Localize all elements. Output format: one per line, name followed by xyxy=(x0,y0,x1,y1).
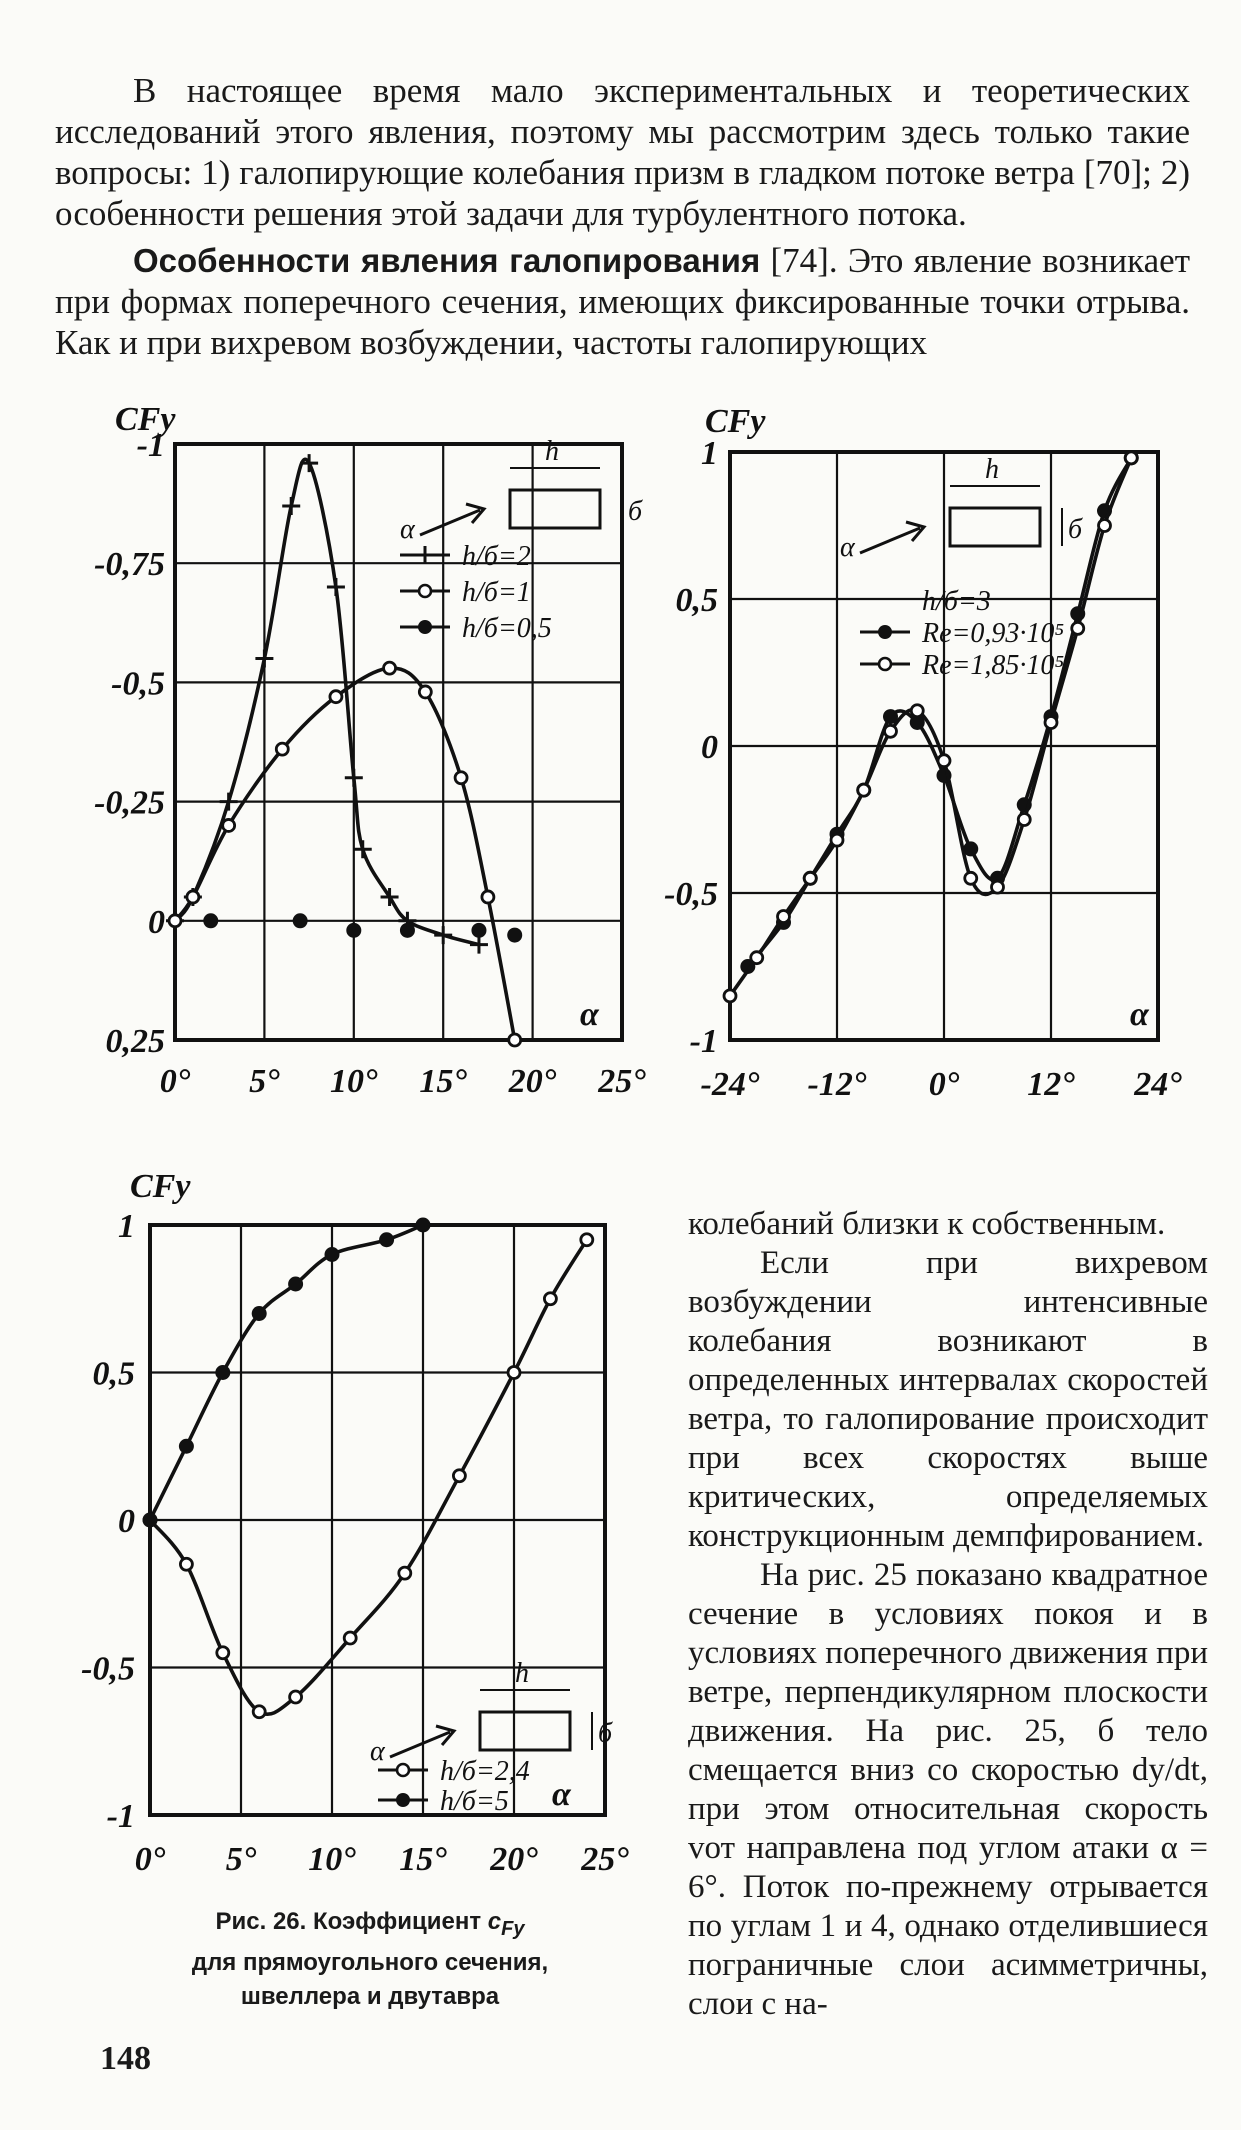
chart-1-ytick: 0,25 xyxy=(105,1023,165,1060)
chart-1-point xyxy=(330,691,342,703)
chart-1-ytick: 0 xyxy=(148,903,165,941)
chart-1-point xyxy=(169,915,181,927)
caption-line-1: Рис. 26. Коэффициент xyxy=(215,1908,482,1935)
chart-1-dim-h-label: h xyxy=(545,436,559,467)
chart-2-point xyxy=(992,881,1004,893)
chart-2-point xyxy=(938,755,950,767)
chart-3-point xyxy=(325,1247,340,1262)
chart-1-point xyxy=(300,454,318,472)
chart-3-point xyxy=(581,1234,593,1246)
chart-1-frame xyxy=(175,444,622,1040)
chart-2-xtick: 12° xyxy=(1027,1066,1075,1103)
chart-1-ytick: -0,75 xyxy=(94,546,165,584)
chart-1-point xyxy=(354,840,372,858)
chart-1-point xyxy=(482,891,494,903)
chart-3-xtick: 25° xyxy=(581,1841,629,1878)
chart-3-ytick: 1 xyxy=(118,1208,135,1245)
chart-1-point xyxy=(327,578,345,596)
chart-1-point xyxy=(471,923,486,938)
chart-3-point xyxy=(217,1647,229,1659)
galloping-body: [74]. Это явление возникает при формах поперечного сечения, имеющих фиксированные точки отрыва. Как и при вихревом возбуждении, частоты галопирующих xyxy=(55,241,1190,362)
chart-2-point xyxy=(724,990,736,1002)
caption-line-2: для прямоугольного сечения, швеллера и двутавра xyxy=(191,1948,549,2010)
chart-2-ytick: 0,5 xyxy=(675,582,718,619)
chart-1-wind-arrow-icon xyxy=(420,504,484,535)
chart-2-xtick: -24° xyxy=(700,1066,760,1103)
chart-1-point xyxy=(509,1034,521,1046)
chart-3-point xyxy=(290,1691,302,1703)
chart-1-legend-label: h/б=0,5 xyxy=(462,613,552,644)
chart-3-point xyxy=(215,1365,230,1380)
chart-1-xtick: 0° xyxy=(159,1063,191,1100)
chart-2-point xyxy=(858,784,870,796)
chart-3-legend-label: h/б=2,4 xyxy=(440,1756,530,1787)
chart-3-ylabel: CFy xyxy=(130,1168,191,1205)
chart-2-point xyxy=(1099,520,1111,532)
chart-2-point xyxy=(831,834,843,846)
chart-1-xlabel: α xyxy=(580,996,599,1033)
chart-1-point xyxy=(282,497,300,515)
chart-2-point xyxy=(965,872,977,884)
chart-1-xtick: 15° xyxy=(419,1063,468,1100)
chart-1-ytick: -0,25 xyxy=(94,784,165,822)
chart-2-legend-label: Re=0,93·10⁵ xyxy=(922,618,1065,649)
chart-3-ytick: 0 xyxy=(118,1503,135,1540)
chart-2-point xyxy=(1018,814,1030,826)
chart-1-point xyxy=(276,743,288,755)
galloping-heading: Особенности явления галопирования xyxy=(133,242,761,279)
chart-2-dim-b-label: б xyxy=(1068,514,1083,545)
chart-3-point xyxy=(253,1706,265,1718)
chart-3-section-shape xyxy=(480,1712,570,1750)
chart-3-alpha-label: α xyxy=(370,1736,385,1767)
chart-2-dim-h-label: h xyxy=(985,454,999,485)
chart-1-point xyxy=(220,793,238,811)
chart-3-point xyxy=(453,1470,465,1482)
chart-3-series-line xyxy=(150,1240,587,1715)
chart-2-legend-marker xyxy=(879,658,891,670)
chart-2-xtick: 24° xyxy=(1134,1066,1182,1103)
chart-1-point xyxy=(345,769,363,787)
chart-1-point xyxy=(293,913,308,928)
chart-1-legend-label: h/б=2 xyxy=(462,541,531,572)
chart-3-point xyxy=(344,1632,356,1644)
chart-1-point xyxy=(384,662,396,674)
chart-2-xtick: -12° xyxy=(807,1066,867,1103)
chart-2-point xyxy=(804,872,816,884)
chart-1-point xyxy=(507,928,522,943)
chart-3-legend-marker xyxy=(397,1764,409,1776)
chart-1-xtick: 20° xyxy=(508,1063,557,1100)
chart-3-ytick: 0,5 xyxy=(92,1355,135,1393)
chart-3-point xyxy=(508,1367,520,1379)
chart-3-legend-label: h/б=5 xyxy=(440,1786,509,1817)
chart-3-xtick: 5° xyxy=(225,1841,257,1878)
caption-symbol: c xyxy=(487,1908,502,1935)
chart-2-wind-arrow-icon xyxy=(860,522,924,553)
chart-2-ylabel: CFy xyxy=(705,403,766,440)
chart-2-point xyxy=(778,911,790,923)
figure-caption xyxy=(140,1905,600,2014)
chart-2-ytick: -1 xyxy=(689,1023,718,1060)
chart-2-ytick: 1 xyxy=(701,435,718,472)
chart-1-xtick: 5° xyxy=(249,1063,280,1100)
chart-1-dim-b-label: б xyxy=(628,496,643,527)
chart-2-point xyxy=(885,725,897,737)
chart-3-xtick: 15° xyxy=(399,1841,447,1878)
chart-1-point xyxy=(419,686,431,698)
chart-1-point xyxy=(346,923,361,938)
chart-3-xtick: 0° xyxy=(134,1841,166,1878)
chart-1-legend-marker xyxy=(418,620,432,634)
chart-1-ytick: -1 xyxy=(136,427,165,464)
page-number: 148 xyxy=(100,2040,151,2077)
chart-2-point xyxy=(1072,622,1084,634)
chart-2-legend-label: Re=1,85·10⁵ xyxy=(922,650,1065,681)
column-paragraph-2: Если при вихревом возбуждении интенсивные колебания возникают в определенных интервалах скоростей ветра, то галопирование происходит при всех скоростях выше критических, определяемых конструкционным демпфированием. xyxy=(688,1245,1208,1554)
column-text xyxy=(688,1205,1208,2024)
chart-3-point xyxy=(399,1567,411,1579)
chart-3-ytick: -0,5 xyxy=(81,1650,135,1688)
chart-1-xtick: 10° xyxy=(329,1063,378,1100)
column-paragraph-1: колебаний близки к собственным. xyxy=(688,1206,1166,1242)
chart-1-point xyxy=(455,772,467,784)
chart-1-ytick: -0,5 xyxy=(111,665,165,703)
chart-1-point xyxy=(223,819,235,831)
chart-1-point xyxy=(187,891,199,903)
chart-1-point xyxy=(255,650,273,668)
chart-3-point xyxy=(180,1558,192,1570)
chart-2-ytick: 0 xyxy=(701,729,718,766)
chart-3-point xyxy=(379,1232,394,1247)
column-paragraph-3: На рис. 25 показано квадратное сечение в условиях покоя и в условиях поперечного движения при ветре, перпендикулярном плоскости движения. На рис. 25, б тело смещается вниз со скоростью dy/dt, при этом относительная скорость vот направлена под углом атаки α = 6°. Поток по-прежнему отрывается по углам 1 и 4, однако отделившиеся пограничные слои асимметричны, слои с на- xyxy=(688,1557,1208,2022)
chart-1-point xyxy=(203,913,218,928)
chart-2-xtick: 0° xyxy=(928,1066,960,1103)
chart-3-point xyxy=(416,1218,431,1233)
chart-3-xlabel: α xyxy=(552,1776,571,1813)
chart-2-section-shape xyxy=(950,508,1040,546)
chart-3-point xyxy=(252,1306,267,1321)
chart-3-ytick: -1 xyxy=(106,1798,135,1835)
chart-1-series-line xyxy=(175,668,515,1040)
chart-2-point xyxy=(1125,452,1137,464)
chart-2-point xyxy=(1045,716,1057,728)
chart-3-legend-marker xyxy=(396,1793,410,1807)
chart-2-xlabel: α xyxy=(1130,996,1149,1033)
chart-3-xtick: 20° xyxy=(490,1841,538,1878)
chart-1-ylabel: CFy xyxy=(115,401,176,438)
chart-1-xtick: 25° xyxy=(598,1063,646,1100)
chart-2-point xyxy=(751,952,763,964)
chart-2-point xyxy=(911,705,923,717)
chart-2-legend-marker xyxy=(878,625,892,639)
chart-3-point xyxy=(179,1439,194,1454)
chart-3-point xyxy=(143,1513,158,1528)
chart-3-xtick: 10° xyxy=(308,1841,356,1878)
chart-2-legend-label: h/б=3 xyxy=(922,586,991,617)
chart-1-point xyxy=(400,923,415,938)
chart-2-ytick: -0,5 xyxy=(664,876,718,913)
chart-1-alpha-label: α xyxy=(400,514,415,545)
chart-1-legend-marker xyxy=(419,585,431,597)
chart-3-dim-h-label: h xyxy=(515,1658,529,1689)
intro-paragraph: В настоящее время мало экспериментальных и теоретических исследований этого явления, поэтому мы рассмотрим здесь только такие вопросы: 1) галопирующие колебания призм в гладком потоке ветра [70]; 2) особенности решения этой задачи для турбулентного потока. xyxy=(55,71,1190,233)
chart-1-section-shape xyxy=(510,490,600,528)
chart-2-alpha-label: α xyxy=(840,532,855,563)
caption-subscript: Fy xyxy=(501,1917,525,1940)
chart-1-point xyxy=(470,936,488,954)
chart-3-dim-b-label: б xyxy=(598,1718,613,1749)
chart-1-legend-label: h/б=1 xyxy=(462,577,531,608)
chart-3-point xyxy=(288,1277,303,1292)
chart-1-point xyxy=(434,926,452,944)
chart-3-point xyxy=(544,1293,556,1305)
